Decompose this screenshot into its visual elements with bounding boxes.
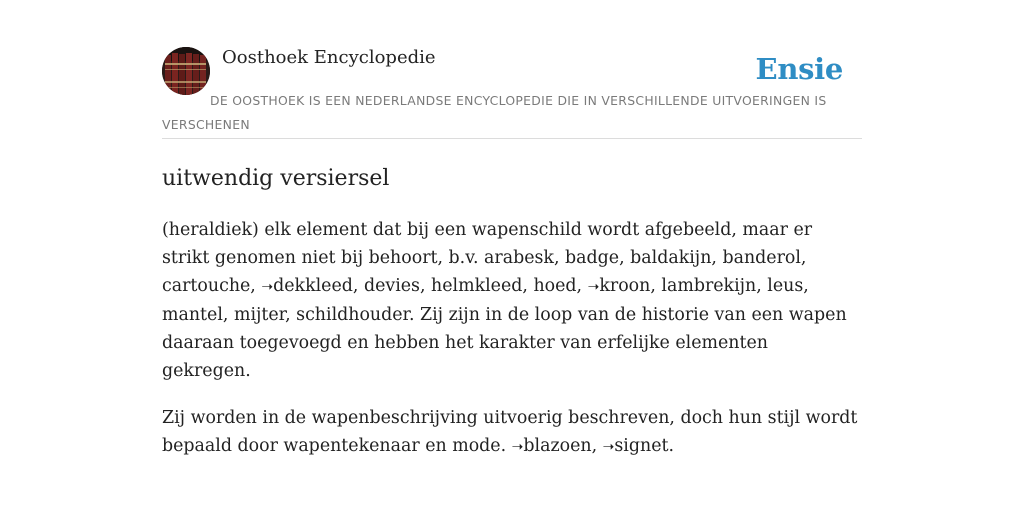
paragraph-text: Zij worden in de wapenbeschrijving uitvoerig beschreven, doch hun stijl wordt bepaald door wapentekenaar en mode. [162,408,858,456]
paragraph-text: . [668,436,675,456]
arrow-right-icon: ➝ [602,439,615,455]
link-label: dekkleed [273,276,353,296]
site-header [162,0,862,139]
link-label: kroon [599,276,651,296]
article-body [162,216,862,480]
paragraph-text: , devies, helmkleed, hoed, [352,276,588,296]
paragraph-text: , lambrekijn, leus, mantel, mijter, schildhouder. Zij zijn in de loop van de historie van een wapen daaraan toegevoegd en hebben het karakter van erfelijke elementen gekregen. [162,276,847,381]
site-name[interactable]: Oosthoek Encyclopedie [222,47,436,68]
link-signet[interactable] [603,436,669,456]
link-kroon[interactable] [588,276,651,296]
brand-logo-link[interactable]: Ensie [755,52,843,86]
site-tagline: DE OOSTHOEK IS EEN NEDERLANDSE ENCYCLOPEDIE DIE IN VERSCHILLENDE UITVOERINGEN IS VERSCHENEN [162,93,827,132]
article-paragraph-2 [162,404,862,461]
link-dekkleed[interactable] [261,276,353,296]
article-title: uitwendig versiersel [162,166,390,191]
link-label: signet [614,436,669,456]
link-label: blazoen [523,436,592,456]
link-blazoen[interactable] [512,436,592,456]
encyclopedia-books-icon[interactable] [162,47,210,95]
arrow-right-icon: ➝ [261,279,274,295]
arrow-right-icon: ➝ [587,279,600,295]
paragraph-text: (heraldiek) elk element dat bij een wapenschild wordt afgebeeld, maar er strikt genomen niet bij behoort, b.v. arabesk, badge, baldakijn, banderol, cartouche, [162,220,813,296]
page-container [162,0,862,456]
arrow-right-icon: ➝ [511,439,524,455]
article-paragraph-1 [162,216,862,385]
paragraph-text: , [591,436,603,456]
